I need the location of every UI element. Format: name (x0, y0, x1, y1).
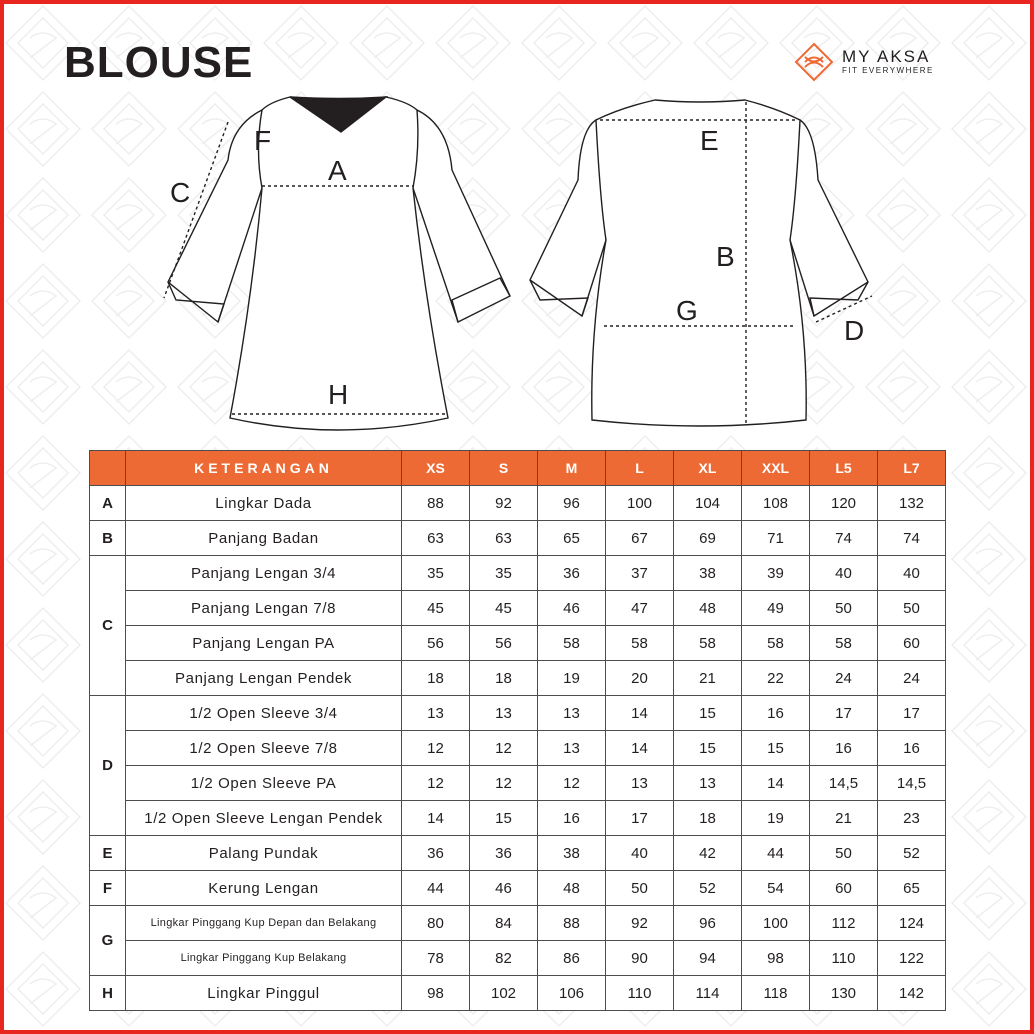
size-value-cell: 36 (470, 836, 538, 871)
size-value-cell: 74 (810, 521, 878, 556)
size-value-cell: 92 (470, 486, 538, 521)
size-value-cell: 58 (606, 626, 674, 661)
size-value-cell: 69 (674, 521, 742, 556)
diagram-label-f: F (254, 125, 272, 156)
size-value-cell: 35 (402, 556, 470, 591)
table-body (90, 486, 946, 1011)
header-description: KETERANGAN (126, 451, 402, 486)
row-description: Panjang Lengan 7/8 (126, 591, 402, 626)
size-value-cell: 98 (402, 976, 470, 1011)
row-description: Panjang Badan (126, 521, 402, 556)
diagram-label-g: G (676, 295, 698, 326)
size-value-cell: 20 (606, 661, 674, 696)
size-value-cell: 13 (674, 766, 742, 801)
size-value-cell: 114 (674, 976, 742, 1011)
row-description: Panjang Lengan 3/4 (126, 556, 402, 591)
size-value-cell: 37 (606, 556, 674, 591)
size-value-cell: 21 (810, 801, 878, 836)
table-header-row (90, 451, 946, 486)
size-value-cell: 16 (538, 801, 606, 836)
table-row (90, 661, 946, 696)
size-value-cell: 13 (538, 731, 606, 766)
row-code: E (90, 836, 126, 871)
size-value-cell: 13 (402, 696, 470, 731)
size-value-cell: 120 (810, 486, 878, 521)
size-value-cell: 100 (742, 906, 810, 941)
table-row (90, 626, 946, 661)
row-code: D (90, 696, 126, 836)
diagram-label-d: D (844, 315, 865, 346)
size-value-cell: 58 (538, 626, 606, 661)
size-value-cell: 12 (402, 731, 470, 766)
table-row (90, 836, 946, 871)
size-value-cell: 58 (674, 626, 742, 661)
size-value-cell: 45 (402, 591, 470, 626)
size-value-cell: 63 (402, 521, 470, 556)
row-description: Kerung Lengan (126, 871, 402, 906)
size-value-cell: 40 (606, 836, 674, 871)
size-value-cell: 56 (470, 626, 538, 661)
size-value-cell: 42 (674, 836, 742, 871)
size-value-cell: 63 (470, 521, 538, 556)
size-value-cell: 96 (538, 486, 606, 521)
header-size: L5 (810, 451, 878, 486)
size-value-cell: 13 (470, 696, 538, 731)
row-code: C (90, 556, 126, 696)
diagram-label-c: C (170, 177, 191, 208)
size-value-cell: 78 (402, 941, 470, 976)
table-row (90, 521, 946, 556)
size-value-cell: 142 (878, 976, 946, 1011)
size-value-cell: 90 (606, 941, 674, 976)
size-value-cell: 92 (606, 906, 674, 941)
row-description: Lingkar Pinggul (126, 976, 402, 1011)
header-size: S (470, 451, 538, 486)
size-value-cell: 84 (470, 906, 538, 941)
size-value-cell: 100 (606, 486, 674, 521)
size-value-cell: 54 (742, 871, 810, 906)
size-value-cell: 17 (810, 696, 878, 731)
size-value-cell: 50 (606, 871, 674, 906)
size-value-cell: 23 (878, 801, 946, 836)
size-value-cell: 38 (674, 556, 742, 591)
size-value-cell: 17 (878, 696, 946, 731)
row-description: Panjang Lengan Pendek (126, 661, 402, 696)
row-description: Lingkar Dada (126, 486, 402, 521)
size-value-cell: 44 (402, 871, 470, 906)
size-value-cell: 36 (538, 556, 606, 591)
size-value-cell: 24 (810, 661, 878, 696)
size-value-cell: 36 (402, 836, 470, 871)
row-description: Palang Pundak (126, 836, 402, 871)
row-code: G (90, 906, 126, 976)
size-value-cell: 110 (606, 976, 674, 1011)
size-value-cell: 58 (810, 626, 878, 661)
row-code: B (90, 521, 126, 556)
row-code: H (90, 976, 126, 1011)
size-value-cell: 18 (402, 661, 470, 696)
table-row (90, 976, 946, 1011)
size-value-cell: 82 (470, 941, 538, 976)
size-value-cell: 22 (742, 661, 810, 696)
table-row (90, 696, 946, 731)
brand-tagline: FIT EVERYWHERE (842, 66, 934, 75)
size-value-cell: 16 (810, 731, 878, 766)
size-value-cell: 19 (538, 661, 606, 696)
header-size: L (606, 451, 674, 486)
size-value-cell: 50 (878, 591, 946, 626)
size-value-cell: 67 (606, 521, 674, 556)
size-value-cell: 110 (810, 941, 878, 976)
size-value-cell: 58 (742, 626, 810, 661)
brand-logo (794, 42, 934, 82)
size-value-cell: 102 (470, 976, 538, 1011)
size-value-cell: 35 (470, 556, 538, 591)
size-value-cell: 86 (538, 941, 606, 976)
size-value-cell: 50 (810, 836, 878, 871)
size-value-cell: 106 (538, 976, 606, 1011)
size-value-cell: 48 (538, 871, 606, 906)
size-value-cell: 12 (470, 731, 538, 766)
size-value-cell: 14 (402, 801, 470, 836)
header-size: XXL (742, 451, 810, 486)
size-value-cell: 44 (742, 836, 810, 871)
row-code: F (90, 871, 126, 906)
size-value-cell: 46 (470, 871, 538, 906)
row-description: Panjang Lengan PA (126, 626, 402, 661)
size-value-cell: 88 (538, 906, 606, 941)
size-value-cell: 14,5 (810, 766, 878, 801)
brand-name: MY AKSA (842, 47, 931, 66)
diagram-label-a: A (328, 155, 347, 186)
size-value-cell: 48 (674, 591, 742, 626)
table-row (90, 941, 946, 976)
table-row (90, 731, 946, 766)
row-description: 1/2 Open Sleeve 7/8 (126, 731, 402, 766)
header-size: L7 (878, 451, 946, 486)
size-value-cell: 15 (674, 731, 742, 766)
diagram-label-e: E (700, 125, 719, 156)
size-value-cell: 88 (402, 486, 470, 521)
aksa-diamond-logo-icon (794, 42, 834, 82)
size-value-cell: 52 (878, 836, 946, 871)
size-value-cell: 49 (742, 591, 810, 626)
size-value-cell: 14 (606, 731, 674, 766)
size-value-cell: 74 (878, 521, 946, 556)
row-description: 1/2 Open Sleeve 3/4 (126, 696, 402, 731)
size-value-cell: 18 (470, 661, 538, 696)
header-size: XL (674, 451, 742, 486)
size-value-cell: 16 (878, 731, 946, 766)
size-value-cell: 118 (742, 976, 810, 1011)
size-value-cell: 19 (742, 801, 810, 836)
size-value-cell: 122 (878, 941, 946, 976)
size-value-cell: 52 (674, 871, 742, 906)
size-value-cell: 104 (674, 486, 742, 521)
size-value-cell: 17 (606, 801, 674, 836)
table-row (90, 906, 946, 941)
size-value-cell: 40 (878, 556, 946, 591)
size-value-cell: 14 (606, 696, 674, 731)
size-value-cell: 38 (538, 836, 606, 871)
header-code-cell (90, 451, 126, 486)
size-value-cell: 108 (742, 486, 810, 521)
size-value-cell: 15 (742, 731, 810, 766)
row-description: Lingkar Pinggang Kup Belakang (126, 941, 402, 976)
table-row (90, 871, 946, 906)
size-value-cell: 24 (878, 661, 946, 696)
page-title: BLOUSE (64, 38, 254, 87)
size-value-cell: 16 (742, 696, 810, 731)
size-value-cell: 14 (742, 766, 810, 801)
size-value-cell: 46 (538, 591, 606, 626)
size-value-cell: 60 (810, 871, 878, 906)
table-row (90, 486, 946, 521)
size-chart-table (89, 450, 946, 1011)
size-value-cell: 45 (470, 591, 538, 626)
size-value-cell: 21 (674, 661, 742, 696)
size-value-cell: 98 (742, 941, 810, 976)
diagram-label-b: B (716, 241, 735, 272)
size-value-cell: 12 (402, 766, 470, 801)
size-value-cell: 50 (810, 591, 878, 626)
size-value-cell: 124 (878, 906, 946, 941)
size-value-cell: 18 (674, 801, 742, 836)
size-value-cell: 13 (606, 766, 674, 801)
size-value-cell: 39 (742, 556, 810, 591)
row-description: 1/2 Open Sleeve PA (126, 766, 402, 801)
size-value-cell: 71 (742, 521, 810, 556)
size-value-cell: 65 (878, 871, 946, 906)
header-size: XS (402, 451, 470, 486)
size-value-cell: 12 (538, 766, 606, 801)
row-description: Lingkar Pinggang Kup Depan dan Belakang (126, 906, 402, 941)
size-value-cell: 40 (810, 556, 878, 591)
garment-diagrams (0, 80, 1034, 450)
size-value-cell: 132 (878, 486, 946, 521)
row-code: A (90, 486, 126, 521)
size-value-cell: 15 (674, 696, 742, 731)
table-row (90, 556, 946, 591)
table-row (90, 766, 946, 801)
size-value-cell: 14,5 (878, 766, 946, 801)
size-value-cell: 65 (538, 521, 606, 556)
size-value-cell: 15 (470, 801, 538, 836)
table-row (90, 591, 946, 626)
diagram-label-h: H (328, 379, 349, 410)
size-value-cell: 112 (810, 906, 878, 941)
size-value-cell: 96 (674, 906, 742, 941)
table-row (90, 801, 946, 836)
size-value-cell: 13 (538, 696, 606, 731)
header-size: M (538, 451, 606, 486)
size-value-cell: 80 (402, 906, 470, 941)
row-description: 1/2 Open Sleeve Lengan Pendek (126, 801, 402, 836)
size-value-cell: 12 (470, 766, 538, 801)
size-value-cell: 60 (878, 626, 946, 661)
size-value-cell: 130 (810, 976, 878, 1011)
size-value-cell: 47 (606, 591, 674, 626)
size-value-cell: 94 (674, 941, 742, 976)
size-value-cell: 56 (402, 626, 470, 661)
